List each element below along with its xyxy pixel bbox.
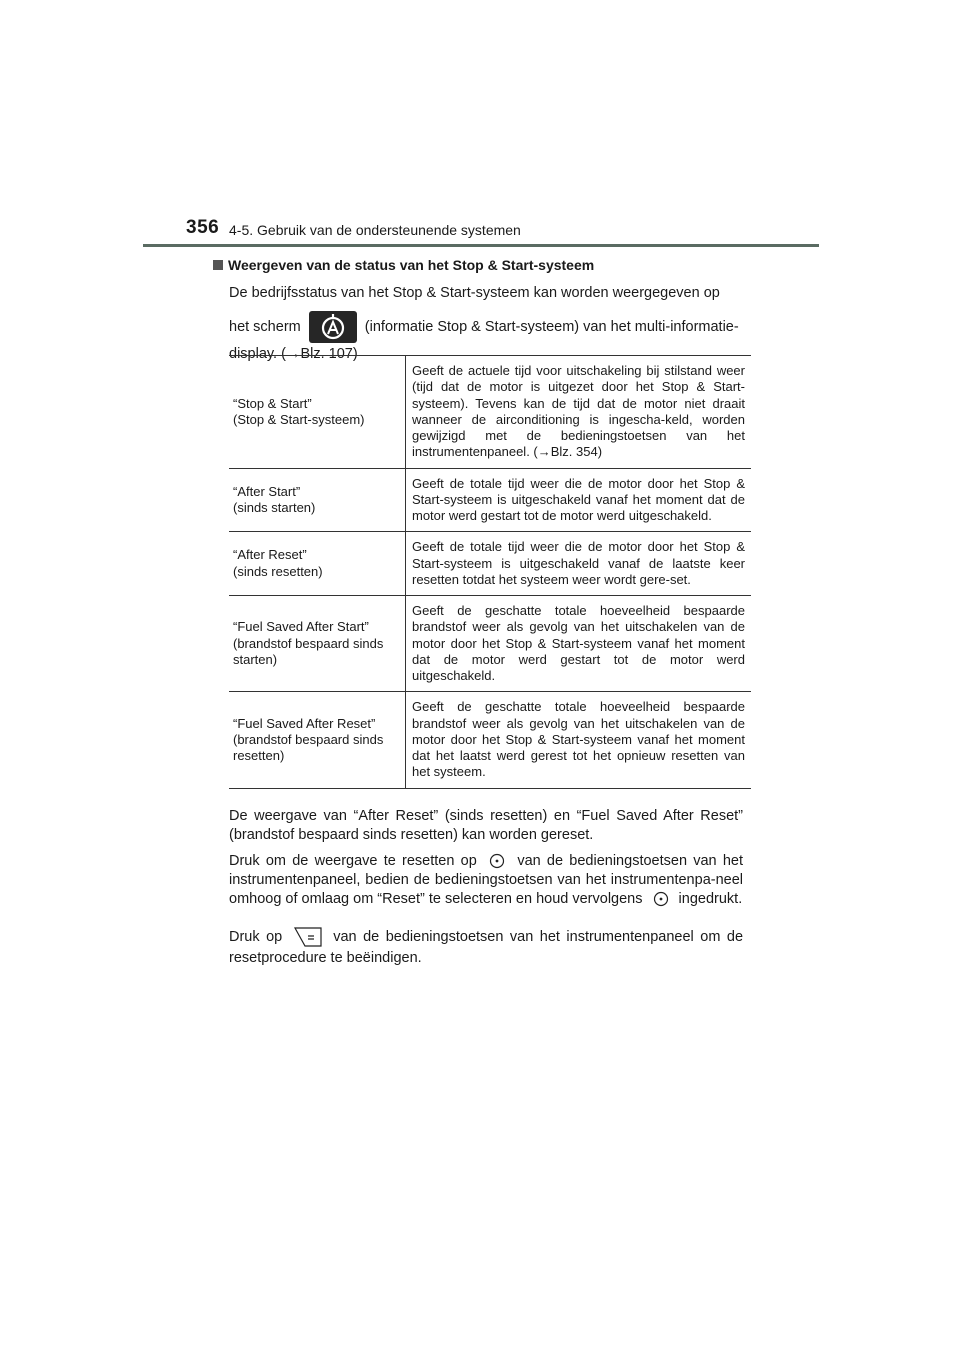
row-label-title: “Stop & Start” — [233, 395, 312, 411]
row-label-subtitle: (Stop & Start-systeem) — [233, 411, 365, 427]
row-label-title: “After Start” — [233, 483, 301, 499]
row-label — [229, 356, 406, 469]
row-label — [229, 692, 406, 788]
intro-line2 — [229, 311, 743, 343]
subsection-heading — [213, 257, 753, 273]
intro-line3: display. (→Blz. 107) — [229, 346, 358, 363]
table-row — [229, 356, 751, 469]
bullet-square-icon — [213, 260, 223, 270]
row-description: Geeft de geschatte totale hoeveelheid bespaarde brandstof weer als gevolg van het uitschakelen van de motor door het Stop & Start-systeem vanaf het moment dat de motor werd gestart tot de motor werd uitgeschakeld. — [406, 596, 752, 692]
p3-part-a: Druk op — [229, 928, 283, 945]
row-label-title: “Fuel Saved After Start” — [233, 619, 369, 635]
row-label-title: “After Reset” — [233, 547, 307, 563]
section-title: 4-5. Gebruik van de ondersteunende systemen — [229, 222, 521, 238]
row-label-subtitle: (brandstof bespaard sinds resetten) — [233, 731, 384, 763]
row-label — [229, 532, 406, 596]
reset-paragraph: De weergave van “After Reset” (sinds resetten) en “Fuel Saved After Reset” (brandstof bespaard sinds resetten) kan worden gereset. — [229, 808, 743, 843]
intro-line1: De bedrijfsstatus van het Stop & Start-systeem kan worden weergegeven op — [229, 285, 720, 301]
row-label-subtitle: (sinds resetten) — [233, 563, 323, 579]
row-description: Geeft de geschatte totale hoeveelheid bespaarde brandstof weer als gevolg van het uitschakelen van de motor door het Stop & Start-systeem vanaf het moment dat het laatst werd gerest tot het opnieuw resetten van het systeem. — [406, 692, 752, 788]
p2-part-b: van de bedieningstoetsen van het instrumentenpaneel, bedien de bedieningstoetsen van het instrumentenpa-neel omhoog of omlaag om “Reset” te selecteren en houd vervolgens — [229, 853, 744, 907]
row-label-title: “Fuel Saved After Reset” — [233, 715, 376, 731]
intro-line2-after: (informatie Stop & Start-systeem) van het multi-informatie- — [364, 319, 739, 336]
stop-start-info-table — [229, 355, 751, 789]
subsection-title: Weergeven van de status van het Stop & Start-systeem — [228, 257, 595, 273]
row-label — [229, 596, 406, 692]
page-number: 356 — [186, 217, 220, 238]
reset-instructions-paragraph — [229, 852, 743, 909]
back-button-icon — [293, 925, 323, 949]
finish-paragraph — [229, 925, 743, 968]
p2-part-a: Druk om de weergave te resetten op — [229, 853, 477, 869]
p2-part-c: ingedrukt. — [678, 890, 743, 907]
header-divider — [143, 244, 819, 247]
row-label-subtitle: (sinds starten) — [233, 499, 316, 515]
row-label — [229, 468, 406, 532]
stop-start-screen-icon — [309, 311, 357, 343]
enter-button-icon — [489, 853, 505, 869]
table-row — [229, 532, 751, 596]
table-row — [229, 596, 751, 692]
row-description: Geeft de totale tijd weer die de motor door het Stop & Start-systeem is uitgeschakeld vanaf de laatste keer resetten totdat het systeem weer wordt gere-set. — [406, 532, 752, 596]
enter-button-icon — [653, 891, 669, 907]
p3-part-b: van de bedieningstoetsen van het instrumentenpaneel om de resetprocedure te beëindigen. — [229, 928, 744, 966]
intro-line2-before: het scherm — [229, 319, 301, 336]
row-description: Geeft de totale tijd weer die de motor door het Stop & Start-systeem is uitgeschakeld vanaf het moment dat de motor werd gestart tot de motor werd uitgeschakeld. — [406, 468, 752, 532]
table-row — [229, 468, 751, 532]
table-row — [229, 692, 751, 788]
row-label-subtitle: (brandstof bespaard sinds starten) — [233, 635, 384, 667]
row-description: Geeft de actuele tijd voor uitschakeling bij stilstand weer (tijd dat de motor is uitgezet door het Stop & Start-systeem). Tevens kan de tijd dat de motor niet draait wanneer de airconditioning is ingescha-keld, worden gewijzigd met de bedieningstoetsen van het instrumentenpaneel. (→Blz. 354) — [406, 356, 752, 469]
intro-paragraph — [229, 282, 743, 366]
